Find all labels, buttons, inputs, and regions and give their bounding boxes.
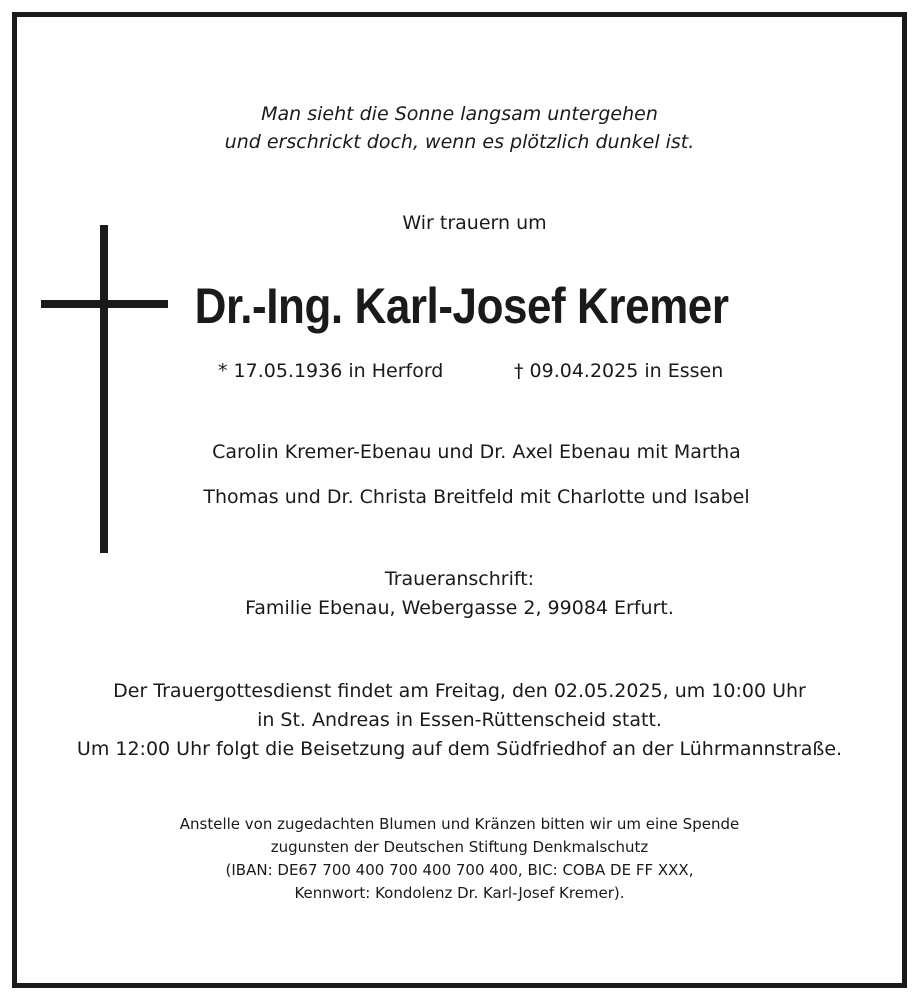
motto-line-2: und erschrickt doch, wenn es plötzlich dunkel ist. xyxy=(224,131,695,153)
donation-line-2: zugunsten der Deutschen Stiftung Denkmalschutz xyxy=(270,838,649,856)
family-line-1: Carolin Kremer-Ebenau und Dr. Axel Ebenau mit Martha xyxy=(212,441,741,463)
donation-line-1: Anstelle von zugedachten Blumen und Kränzen bitten wir um eine Spende xyxy=(179,815,740,833)
deceased-name: Dr.-Ing. Karl-Josef Kremer xyxy=(194,278,729,334)
birth-date: * 17.05.1936 in Herford xyxy=(218,360,444,382)
family-line-2: Thomas und Dr. Christa Breitfeld mit Charlotte und Isabel xyxy=(203,486,750,508)
service-line-2: in St. Andreas in Essen-Rüttenscheid statt. xyxy=(257,709,662,731)
address-label: Traueranschrift: xyxy=(384,568,535,590)
service-line-1: Der Trauergottesdienst findet am Freitag, den 02.05.2025, um 10:00 Uhr xyxy=(113,680,806,702)
intro-text: Wir trauern um xyxy=(402,212,547,234)
address-value: Familie Ebenau, Webergasse 2, 99084 Erfurt. xyxy=(245,597,674,619)
service-line-3: Um 12:00 Uhr folgt die Beisetzung auf dem Südfriedhof an der Lührmannstraße. xyxy=(76,738,843,760)
death-date: † 09.04.2025 in Essen xyxy=(514,360,724,382)
donation-line-3: (IBAN: DE67 700 400 700 400 700 400, BIC: COBA DE FF XXX, xyxy=(225,861,694,879)
donation-line-4: Kennwort: Kondolenz Dr. Karl-Josef Kremer). xyxy=(294,884,625,902)
motto-line-1: Man sieht die Sonne langsam untergehen xyxy=(261,103,658,125)
